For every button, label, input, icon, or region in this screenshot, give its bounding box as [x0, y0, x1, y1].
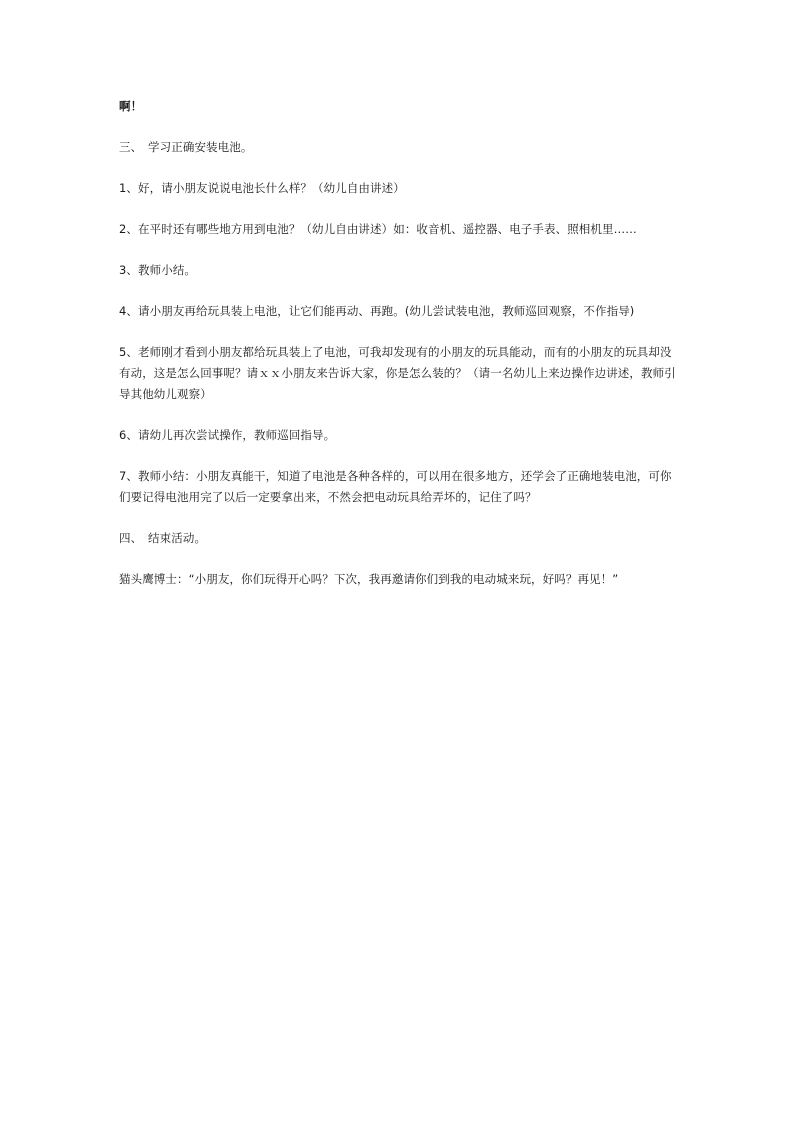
step-4: 4、请小朋友再给玩具装上电池，让它们能再动、再跑。(幼儿尝试装电池，教师巡回观察，不作指导): [119, 304, 635, 318]
step-7: 7、教师小结：小朋友真能干，知道了电池是各种各样的，可以用在很多地方，还学会了正确地装电池，可你们要记得电池用完了以后一定要拿出来，不然会把电动玩具给弄坏的，记住了吗？: [119, 469, 672, 504]
closing-dialogue: 猫头鹰博士：“小朋友，你们玩得开心吗？下次，我再邀请你们到我的电动城来玩，好吗？再见！”: [119, 572, 619, 586]
step-3: 3、教师小结。: [119, 263, 197, 277]
document-body: [119, 96, 679, 610]
step-2: 2、在平时还有哪些地方用到电池？（幼儿自由讲述）如：收音机、遥控器、电子手表、照相机里……: [119, 222, 637, 236]
paragraph-exclamation: 啊！: [119, 99, 143, 113]
section-heading-three: 三、 学习正确安装电池。: [119, 140, 253, 154]
section-heading-four: 四、 结束活动。: [119, 531, 207, 545]
step-1: 1、好，请小朋友说说电池长什么样？（幼儿自由讲述）: [119, 181, 405, 195]
step-5: 5、老师刚才看到小朋友都给玩具装上了电池，可我却发现有的小朋友的玩具能动，而有的小朋友的玩具却没有动，这是怎么回事呢？请ｘｘ小朋友来告诉大家，你是怎么装的？（请一名幼儿上来边操作边讲述，教师引导其他幼儿观察）: [119, 345, 676, 401]
step-6: 6、请幼儿再次尝试操作，教师巡回指导。: [119, 428, 336, 442]
